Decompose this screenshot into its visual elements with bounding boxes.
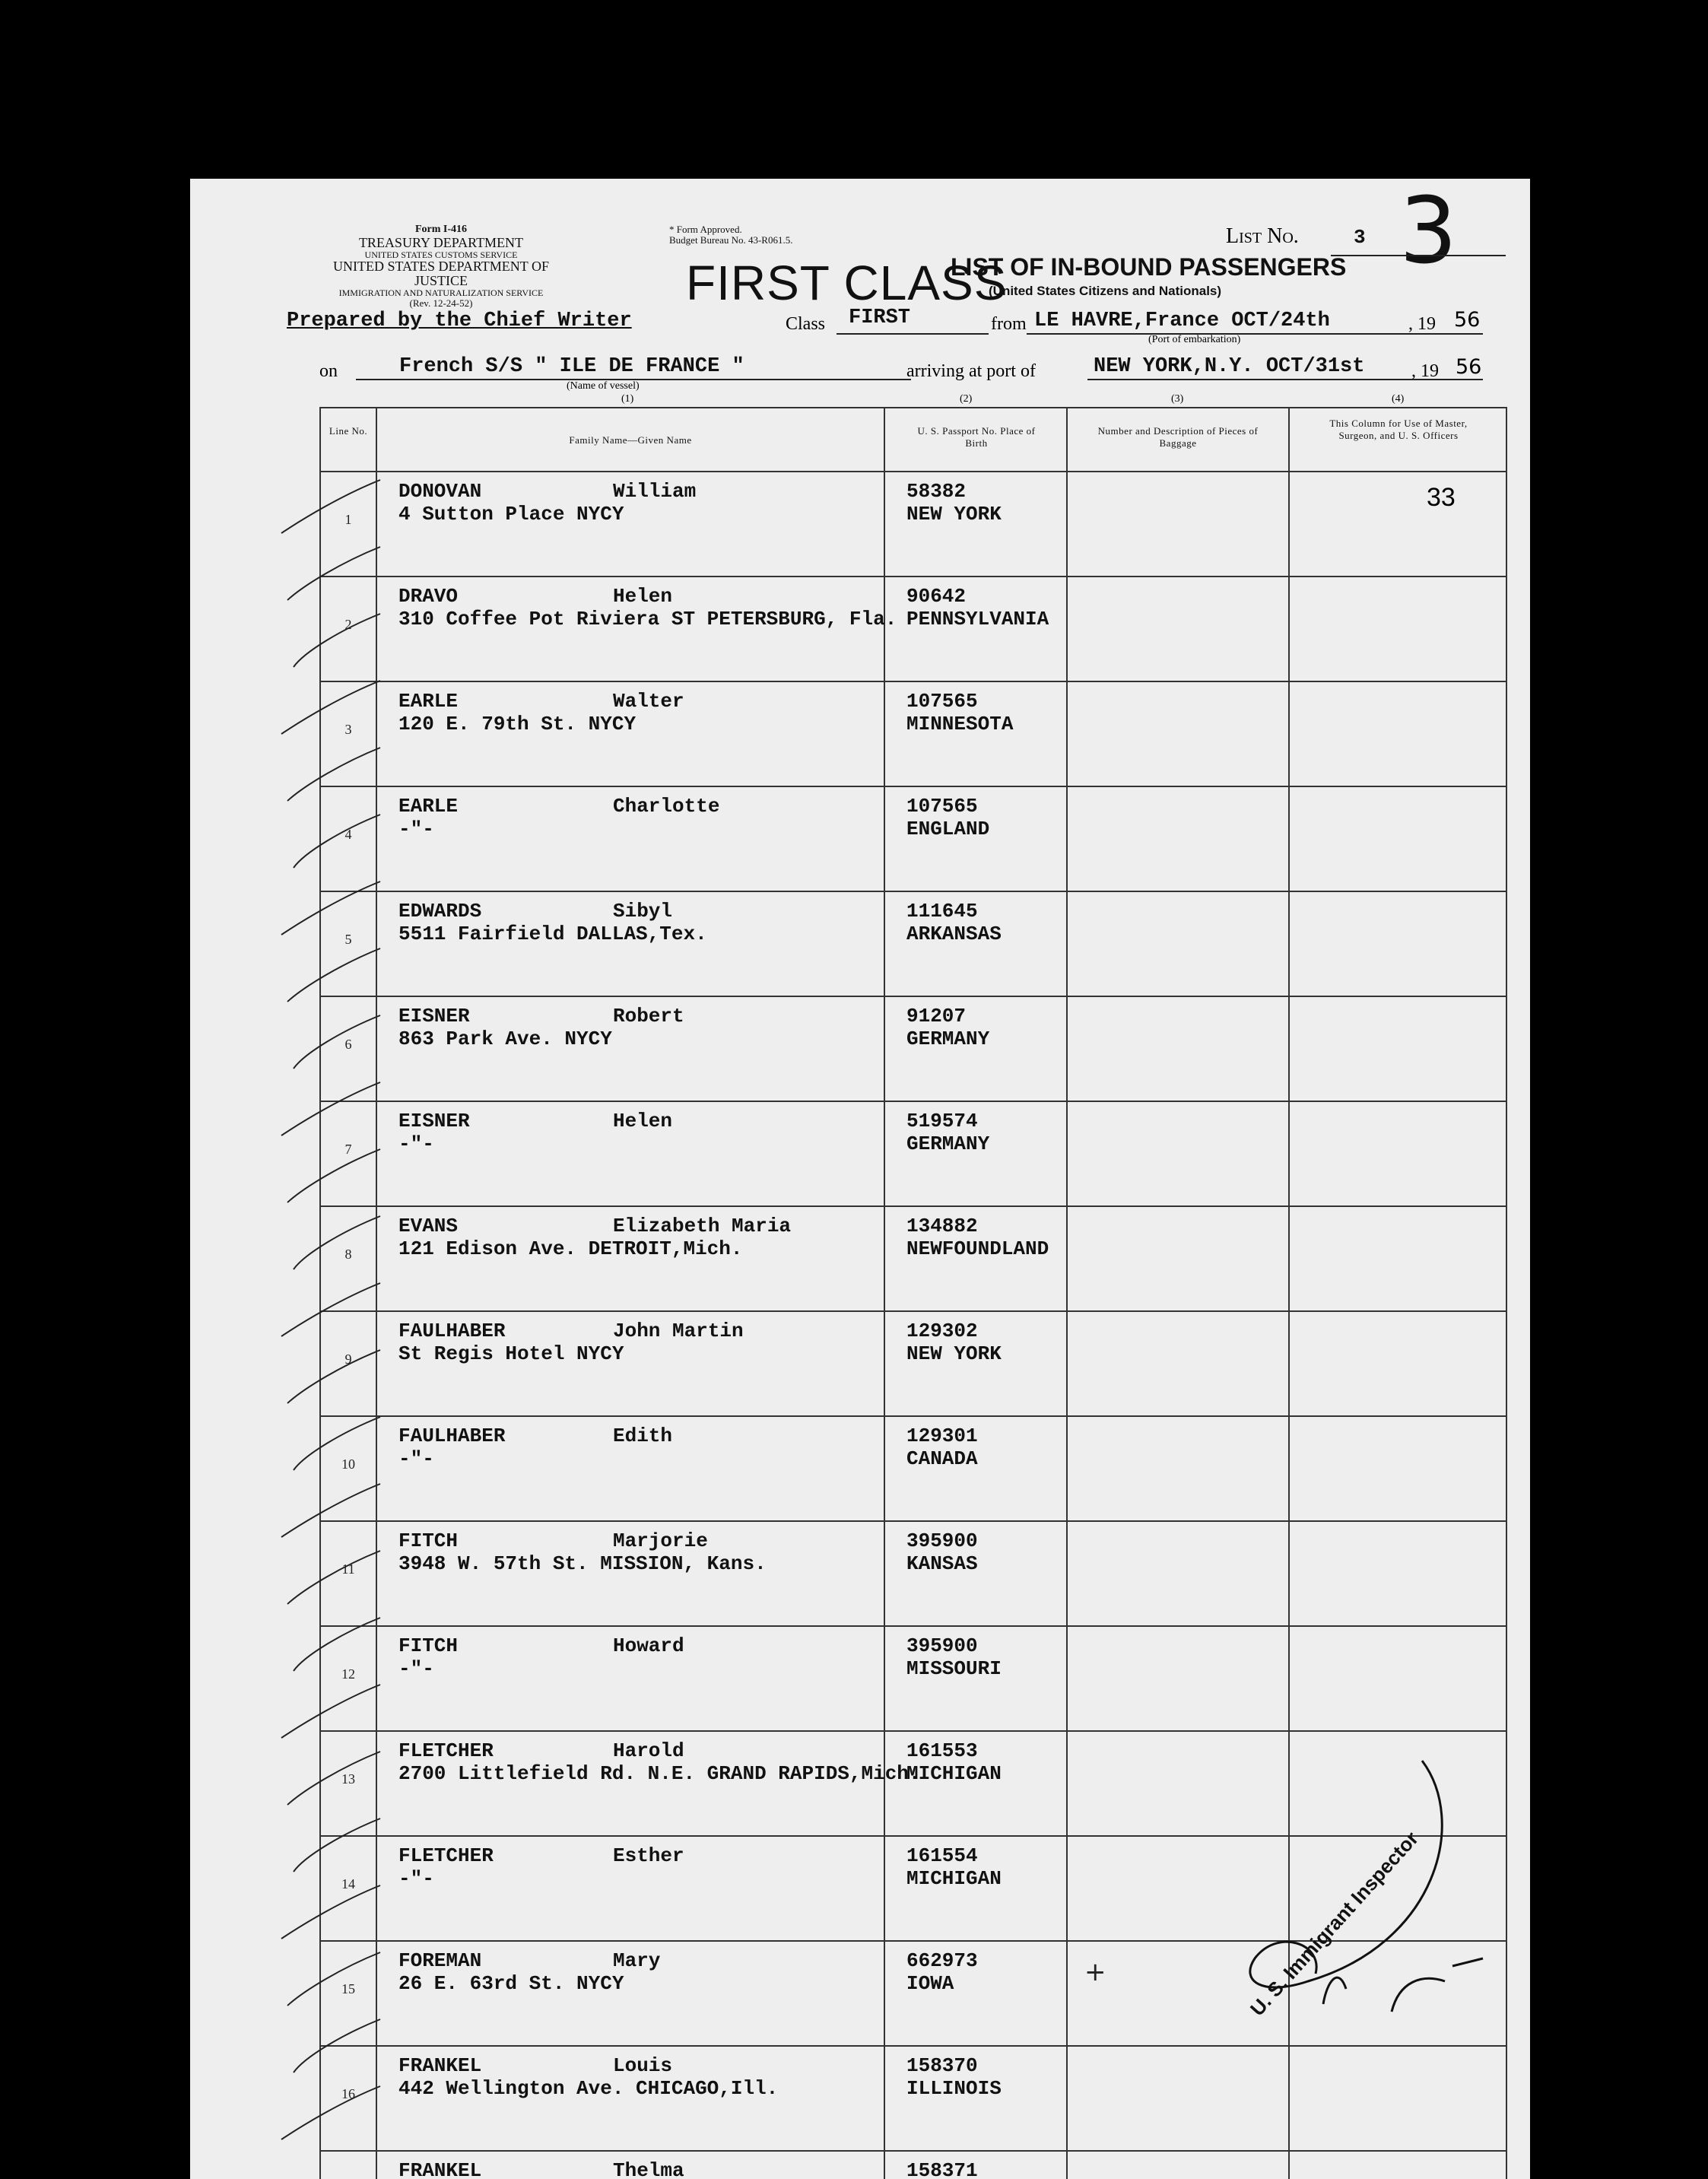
officer-cell: [1289, 1626, 1506, 1731]
check-mark: [281, 2086, 380, 2139]
address: 5511 Fairfield DALLAS,Tex.: [398, 923, 707, 945]
name-cell: [376, 472, 884, 577]
family-name: FRANKEL: [398, 2159, 482, 2179]
check-mark: [294, 1417, 380, 1470]
place-of-birth: IOWA: [906, 1972, 954, 1995]
name-cell: [376, 1416, 884, 1521]
place-of-birth: MINNESOTA: [906, 713, 1014, 735]
family-name: FITCH: [398, 1529, 459, 1552]
passport-number: 161554: [906, 1844, 978, 1867]
table-row: [320, 1206, 1506, 1311]
passport-cell: [884, 1416, 1067, 1521]
passport-cell: [884, 472, 1067, 577]
line-number: 3: [320, 681, 376, 786]
name-cell: [376, 996, 884, 1101]
line-number: 7: [320, 1101, 376, 1206]
passport-number: 129302: [906, 1320, 978, 1342]
family-name: FRANKEL: [398, 2054, 482, 2077]
passport-number: 134882: [906, 1215, 978, 1237]
baggage-cell: [1067, 1626, 1289, 1731]
form-approval: * Form Approved. Budget Bureau No. 43-R061.5.: [669, 224, 793, 246]
place-of-birth: NEW YORK: [906, 1342, 1002, 1365]
address: -"-: [398, 818, 434, 840]
vessel-label: (Name of vessel): [567, 380, 640, 392]
baggage-cell: [1067, 2151, 1289, 2179]
name-cell: [376, 1311, 884, 1416]
passport-cell: [884, 2046, 1067, 2151]
family-name: FLETCHER: [398, 1739, 494, 1762]
baggage-cell: [1067, 1521, 1289, 1626]
check-mark: [281, 1484, 380, 1537]
address: St Regis Hotel NYCY: [398, 1342, 624, 1365]
given-name: Thelma: [613, 2159, 684, 2179]
given-name: Elizabeth Maria: [613, 1215, 792, 1237]
check-mark: [287, 748, 380, 801]
line-number: 1: [320, 472, 376, 577]
check-mark: [287, 1149, 380, 1202]
given-name: Charlotte: [613, 795, 720, 818]
header-line-no: Line No.: [320, 408, 376, 472]
line-number: 4: [320, 786, 376, 891]
name-cell: [376, 1731, 921, 1836]
name-cell: [376, 1626, 884, 1731]
first-class-stamp: FIRST CLASS: [686, 256, 1008, 310]
baggage-cell: [1067, 2046, 1289, 2151]
arriving-label: arriving at port of: [906, 361, 1036, 381]
given-name: Marjorie: [613, 1529, 708, 1552]
place-of-birth: NEWFOUNDLAND: [906, 1237, 1049, 1260]
year-value-2: 56: [1456, 355, 1482, 379]
address: -"-: [398, 1867, 434, 1890]
check-mark: [294, 1818, 380, 1872]
check-mark: [281, 1283, 380, 1336]
passport-cell: [884, 1836, 1067, 1941]
place-of-birth: MISSOURI: [906, 1657, 1002, 1680]
baggage-cell: [1067, 577, 1289, 681]
family-name: EVANS: [398, 1215, 459, 1237]
place-of-birth: NEW YORK: [906, 503, 1002, 526]
check-mark: [294, 614, 380, 667]
header-baggage: Number and Description of Pieces of Baggage: [1067, 408, 1289, 472]
check-mark: [287, 1350, 380, 1403]
family-name: FITCH: [398, 1634, 459, 1657]
family-name: EISNER: [398, 1005, 470, 1028]
passport-number: 395900: [906, 1529, 978, 1552]
table-header: [320, 408, 1506, 472]
check-mark: [281, 480, 380, 533]
line-number: 12: [320, 1626, 376, 1731]
line-number: 9: [320, 1311, 376, 1416]
line-number: 15: [320, 1941, 376, 2046]
passport-number: 161553: [906, 1739, 978, 1762]
form-subtitle: (United States Citizens and Nationals): [989, 284, 1222, 298]
family-name: FLETCHER: [398, 1844, 494, 1867]
passport-cell: [884, 891, 1067, 996]
line-number: 6: [320, 996, 376, 1101]
family-name: EDWARDS: [398, 900, 482, 923]
col-2-num: (2): [960, 393, 973, 405]
col-4-num: (4): [1392, 393, 1405, 405]
address: 26 E. 63rd St. NYCY: [398, 1972, 624, 1995]
address: 2700 Littlefield Rd. N.E. GRAND RAPIDS,Mich.: [398, 1762, 921, 1785]
line-number: 10: [320, 1416, 376, 1521]
place-of-birth: PENNSYLVANIA: [906, 608, 1049, 631]
given-name: Robert: [613, 1005, 684, 1028]
line-number: 11: [320, 1521, 376, 1626]
name-cell: [376, 786, 884, 891]
address: 121 Edison Ave. DETROIT,Mich.: [398, 1237, 743, 1260]
table-row: [320, 1521, 1506, 1626]
baggage-cell: [1067, 472, 1289, 577]
address: 310 Coffee Pot Riviera ST PETERSBURG, Fla.: [398, 608, 897, 631]
baggage-cell: [1067, 1101, 1289, 1206]
table-row: [320, 786, 1506, 891]
place-of-birth: CANADA: [906, 1447, 978, 1470]
class-value: FIRST: [849, 307, 911, 329]
address: 120 E. 79th St. NYCY: [398, 713, 637, 735]
line-number: 13: [320, 1731, 376, 1836]
check-mark: [281, 1082, 380, 1136]
family-name: FAULHABER: [398, 1425, 506, 1447]
baggage-cell: [1067, 681, 1289, 786]
year-prefix-1: , 19: [1408, 314, 1436, 334]
address: 3948 W. 57th St. MISSION, Kans.: [398, 1552, 767, 1575]
passport-cell: [884, 1731, 1067, 1836]
check-mark: [294, 1015, 380, 1069]
port-embarkation-label: (Port of embarkation): [1148, 334, 1241, 345]
name-cell: [376, 1206, 884, 1311]
table-row: [320, 1626, 1506, 1731]
header-passport: U. S. Passport No. Place of Birth: [884, 408, 1067, 472]
line-number: 8: [320, 1206, 376, 1311]
passport-number: 91207: [906, 1005, 967, 1028]
address: 863 Park Ave. NYCY: [398, 1028, 612, 1050]
col-3-num: (3): [1171, 393, 1184, 405]
baggage-cell: [1067, 1416, 1289, 1521]
vessel-name: French S/S " ILE DE FRANCE ": [399, 355, 744, 378]
list-no-typed: 3: [1354, 226, 1366, 249]
given-name: Esther: [613, 1844, 684, 1867]
inspector-signature: [1194, 1730, 1529, 2019]
passport-cell: [884, 996, 1067, 1101]
inspector-stamp-text: U. S. Immigrant Inspector: [1245, 1827, 1424, 2021]
header-name: Family Name—Given Name: [376, 408, 884, 472]
table-row: [320, 2151, 1506, 2179]
passport-cell: [884, 681, 1067, 786]
line-number: 16: [320, 2046, 376, 2151]
dept-customs: UNITED STATES CUSTOMS SERVICE: [364, 249, 518, 260]
given-name: William: [613, 480, 697, 503]
officer-cell: [1289, 2046, 1506, 2151]
family-name: FAULHABER: [398, 1320, 506, 1342]
line-number: 2: [320, 577, 376, 681]
given-name: Helen: [613, 585, 673, 608]
margin-check-marks: [190, 179, 388, 2179]
given-name: Howard: [613, 1634, 684, 1657]
family-name: EARLE: [398, 795, 459, 818]
table-row: [320, 472, 1506, 577]
year-value-1: 56: [1454, 308, 1481, 332]
manifest-page: [190, 179, 1530, 2179]
name-cell: [376, 681, 884, 786]
form-number: Form I-416: [414, 224, 468, 235]
header-officers: This Column for Use of Master, Surgeon, and U. S. Officers: [1289, 408, 1506, 472]
name-cell: [376, 1941, 884, 2046]
from-value: LE HAVRE,France OCT/24th: [1034, 310, 1330, 332]
check-mark: [281, 1885, 380, 1939]
col-1-num: (1): [621, 393, 634, 405]
family-name: DRAVO: [398, 585, 459, 608]
family-name: DONOVAN: [398, 480, 482, 503]
check-mark: [281, 881, 380, 935]
officer-note: 33: [1427, 483, 1456, 512]
passport-number: 158370: [906, 2054, 978, 2077]
given-name: Edith: [613, 1425, 673, 1447]
given-name: Mary: [613, 1949, 661, 1972]
passport-number: 107565: [906, 690, 978, 713]
from-label: from: [991, 314, 1027, 334]
passport-cell: [884, 1626, 1067, 1731]
dept-ins: IMMIGRATION AND NATURALIZATION SERVICE: [338, 287, 544, 298]
given-name: Helen: [613, 1110, 673, 1132]
form-title: LIST OF IN-BOUND PASSENGERS: [951, 253, 1347, 281]
passport-cell: [884, 786, 1067, 891]
table-row: [320, 996, 1506, 1101]
passport-cell: [884, 1941, 1067, 2046]
place-of-birth: ILLINOIS: [906, 2077, 1002, 2100]
form-revision: (Rev. 12-24-52): [409, 297, 473, 309]
table-row: [320, 2046, 1506, 2151]
name-cell: [376, 2046, 884, 2151]
baggage-cell: [1067, 1206, 1289, 1311]
dept-treasury: TREASURY DEPARTMENT: [358, 234, 524, 250]
check-mark: [281, 681, 380, 734]
baggage-cell: [1067, 996, 1289, 1101]
address: -"-: [398, 1447, 434, 1470]
passport-cell: [884, 1311, 1067, 1416]
name-cell: [376, 1101, 884, 1206]
table-row: [320, 891, 1506, 996]
given-name: John Martin: [613, 1320, 744, 1342]
check-mark: [287, 948, 380, 1002]
passport-number: 90642: [906, 585, 967, 608]
name-cell: [376, 1521, 884, 1626]
check-mark: [294, 1216, 380, 1269]
passport-cell: [884, 1206, 1067, 1311]
baggage-mark: +: [1084, 1957, 1106, 1987]
table-row: [320, 681, 1506, 786]
check-mark: [281, 1685, 380, 1738]
officer-cell: [1289, 472, 1506, 577]
address: -"-: [398, 1657, 434, 1680]
given-name: Sibyl: [613, 900, 673, 923]
baggage-cell: [1067, 786, 1289, 891]
officer-cell: [1289, 681, 1506, 786]
table-row: [320, 577, 1506, 681]
check-mark: [287, 1752, 380, 1805]
name-cell: [376, 891, 884, 996]
list-no-handwritten: 3: [1399, 179, 1458, 284]
officer-cell: [1289, 1101, 1506, 1206]
check-mark: [294, 2019, 380, 2073]
place-of-birth: ENGLAND: [906, 818, 990, 840]
passport-number: 395900: [906, 1634, 978, 1657]
passport-number: 111645: [906, 900, 978, 923]
family-name: FOREMAN: [398, 1949, 482, 1972]
passport-number: 519574: [906, 1110, 978, 1132]
check-mark: [294, 1618, 380, 1671]
place-of-birth: MICHIGAN: [906, 1867, 1002, 1890]
passport-number: 662973: [906, 1949, 978, 1972]
dept-justice: UNITED STATES DEPARTMENT OF JUSTICE: [332, 259, 549, 289]
table-row: [320, 1101, 1506, 1206]
address: -"-: [398, 1132, 434, 1155]
arriving-value: NEW YORK,N.Y. OCT/31st: [1094, 355, 1365, 378]
table-row: [320, 1311, 1506, 1416]
line-number: 14: [320, 1836, 376, 1941]
address: 442 Wellington Ave. CHICAGO,Ill.: [398, 2077, 779, 2100]
name-cell: [376, 577, 897, 681]
class-label: Class: [786, 314, 826, 334]
line-number: 5: [320, 891, 376, 996]
officer-cell: [1289, 1521, 1506, 1626]
officer-cell: [1289, 1311, 1506, 1416]
check-mark: [287, 1551, 380, 1604]
passport-number: 58382: [906, 480, 967, 503]
officer-cell: [1289, 891, 1506, 996]
list-no-label: List No.: [1226, 224, 1299, 248]
family-name: EISNER: [398, 1110, 470, 1132]
table-row: [320, 1416, 1506, 1521]
prepared-by: Prepared by the Chief Writer: [287, 310, 632, 332]
check-mark: [287, 1952, 380, 2006]
family-name: EARLE: [398, 690, 459, 713]
given-name: Walter: [613, 690, 684, 713]
passport-cell: [884, 577, 1067, 681]
check-mark: [287, 547, 380, 600]
place-of-birth: KANSAS: [906, 1552, 978, 1575]
address: 4 Sutton Place NYCY: [398, 503, 624, 526]
passport-cell: [884, 1521, 1067, 1626]
given-name: Harold: [613, 1739, 684, 1762]
name-cell: [376, 2151, 884, 2179]
officer-cell: [1289, 996, 1506, 1101]
baggage-cell: [1067, 1311, 1289, 1416]
given-name: Louis: [613, 2054, 673, 2077]
place-of-birth: GERMANY: [906, 1028, 990, 1050]
officer-cell: [1289, 1206, 1506, 1311]
place-of-birth: MICHIGAN: [906, 1762, 1002, 1785]
baggage-cell: [1067, 891, 1289, 996]
place-of-birth: ARKANSAS: [906, 923, 1002, 945]
officer-cell: [1289, 577, 1506, 681]
passport-number: 129301: [906, 1425, 978, 1447]
year-prefix-2: , 19: [1411, 361, 1439, 381]
officer-cell: [1289, 786, 1506, 891]
on-label: on: [319, 361, 338, 381]
officer-cell: [1289, 1416, 1506, 1521]
passport-number: 158371: [906, 2159, 978, 2179]
passport-number: 107565: [906, 795, 978, 818]
officer-cell: [1289, 2151, 1506, 2179]
check-mark: [294, 815, 380, 868]
passport-cell: [884, 2151, 1067, 2179]
passport-cell: [884, 1101, 1067, 1206]
place-of-birth: GERMANY: [906, 1132, 990, 1155]
name-cell: [376, 1836, 884, 1941]
